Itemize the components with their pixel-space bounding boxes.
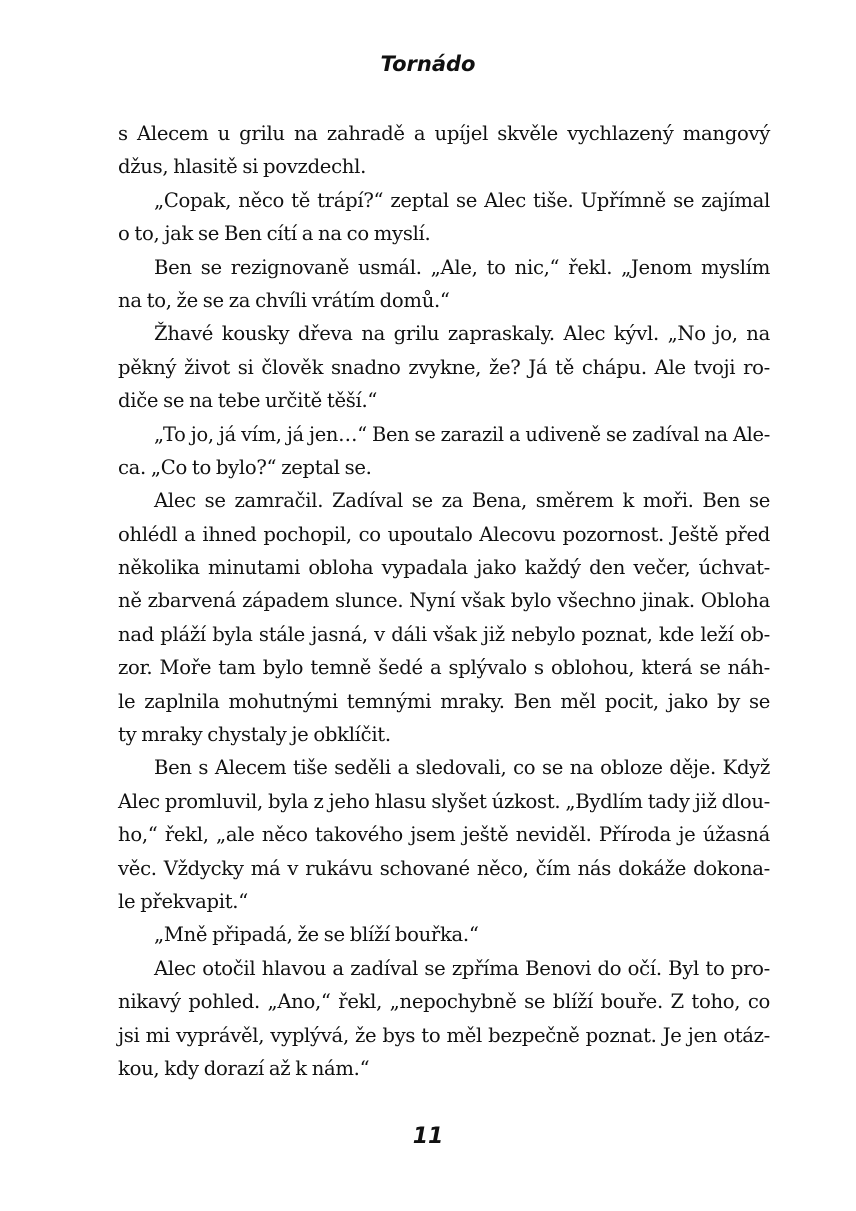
page-number bbox=[0, 1122, 856, 1152]
text-line: „To jo, já vím, já jen…“ Ben se zarazil a udiveně se zadíval na Ale- bbox=[154, 422, 770, 446]
text-line: diče se na tebe určitě těší.“ bbox=[118, 389, 378, 413]
text-line: kou, kdy dorazí až k nám.“ bbox=[118, 1056, 370, 1080]
text-line: věc. Vždycky má v rukávu schované něco, čím nás dokáže dokona- bbox=[118, 856, 770, 880]
text-line: džus, hlasitě si povzdechl. bbox=[118, 155, 366, 179]
text-line: pěkný život si člověk snadno zvykne, že? Já tě chápu. Ale tvoji ro- bbox=[118, 355, 770, 379]
text-line: nad pláží byla stále jasná, v dáli však již nebylo poznat, kde leží ob- bbox=[118, 622, 770, 646]
body-text bbox=[118, 117, 770, 1085]
text-line: „Copak, něco tě trápí?“ zeptal se Alec tiše. Upřímně se zajímal bbox=[154, 188, 770, 212]
text-line: Alec otočil hlavou a zadíval se zpříma Benovi do očí. Byl to pro- bbox=[154, 956, 770, 980]
text-line: ohlédl a ihned pochopil, co upoutalo Alecovu pozornost. Ještě před bbox=[118, 522, 770, 546]
text-line: Alec se zamračil. Zadíval se za Bena, směrem k moři. Ben se bbox=[154, 489, 770, 513]
page-number-value: 11 bbox=[412, 1124, 444, 1149]
text-line: ty mraky chystaly je obklíčit. bbox=[118, 723, 391, 747]
text-line: ho,“ řekl, „ale něco takového jsem ještě neviděl. Příroda je úžasná bbox=[118, 823, 770, 847]
text-line: Alec promluvil, byla z jeho hlasu slyšet úzkost. „Bydlím tady již dlou- bbox=[118, 789, 770, 813]
text-line: Žhavé kousky dřeva na grilu zapraskaly. Alec kývl. „No jo, na bbox=[154, 322, 770, 346]
text-line: s Alecem u grilu na zahradě a upíjel skvěle vychlazený mangový bbox=[118, 122, 770, 145]
text-line: Ben s Alecem tiše seděli a sledovali, co se na obloze děje. Když bbox=[154, 756, 770, 780]
text-line: Ben se rezignovaně usmál. „Ale, to nic,“ řekl. „Jenom myslím bbox=[154, 255, 770, 279]
text-line: „Mně připadá, že se blíží bouřka.“ bbox=[154, 923, 479, 947]
text-line: ca. „Co to bylo?“ zeptal se. bbox=[118, 455, 372, 479]
text-line: le zaplnila mohutnými temnými mraky. Ben měl pocit, jako by se bbox=[118, 689, 770, 713]
book-title: Tornádo bbox=[380, 52, 476, 76]
running-header bbox=[0, 49, 856, 79]
text-line: le překvapit.“ bbox=[118, 889, 248, 913]
text-line: na to, že se za chvíli vrátím domů.“ bbox=[118, 288, 450, 312]
text-line: nikavý pohled. „Ano,“ řekl, „nepochybně se blíží bouře. Z toho, co bbox=[118, 990, 770, 1014]
text-line: několika minutami obloha vypadala jako každý den večer, úchvat- bbox=[118, 556, 770, 580]
text-line: o to, jak se Ben cítí a na co myslí. bbox=[118, 222, 431, 246]
text-line: jsi mi vyprávěl, vyplývá, že bys to měl bezpečně poznat. Je jen otáz- bbox=[118, 1023, 770, 1047]
text-line: zor. Moře tam bylo temně šedé a splývalo s oblohou, která se náh- bbox=[118, 656, 770, 680]
text-line: ně zbarvená západem slunce. Nyní však bylo všechno jinak. Obloha bbox=[118, 589, 770, 613]
